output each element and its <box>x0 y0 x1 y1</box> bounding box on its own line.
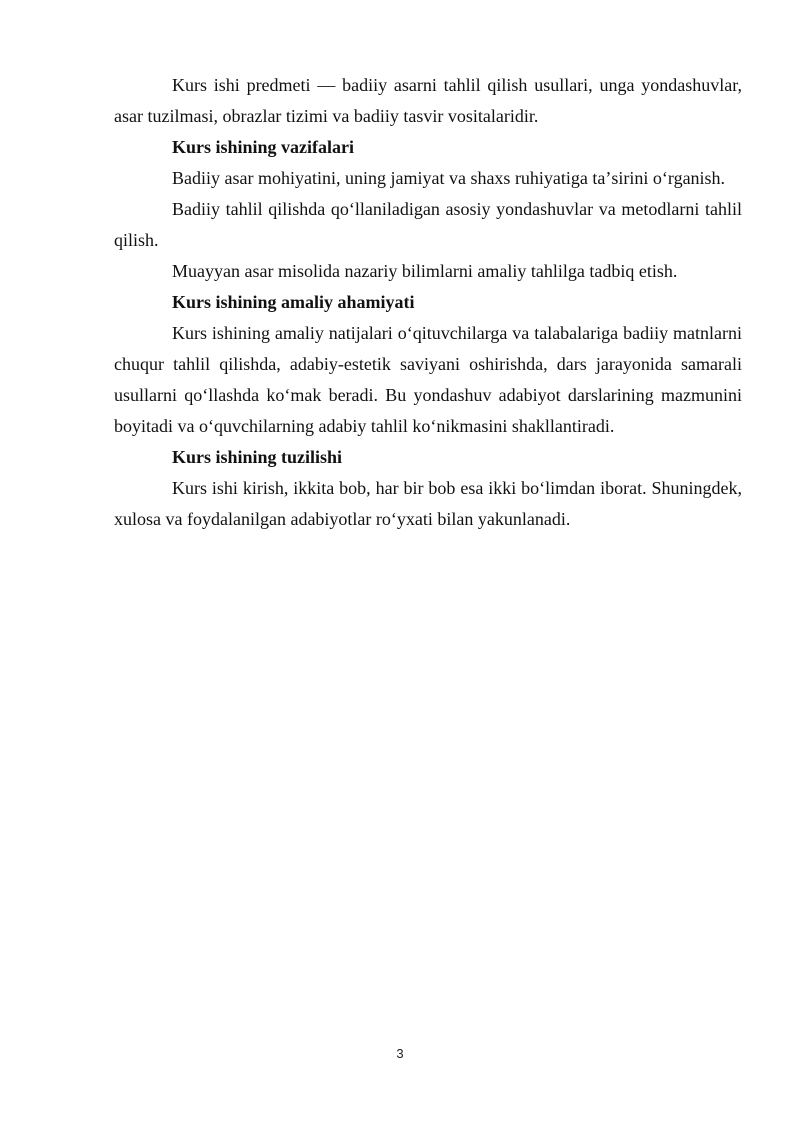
heading-practical-significance: Kurs ishining amaliy ahamiyati <box>172 292 415 312</box>
heading-structure: Kurs ishining tuzilishi <box>172 447 343 467</box>
paragraph-subject: Kurs ishi predmeti — badiiy asarni tahlil qilish usullari, unga yondashuvlar, asar tuzilmasi, obrazlar tizimi va badiiy tasvir vositalaridir. <box>114 75 742 126</box>
paragraph-task-3: Muayyan asar misolida nazariy bilimlarni amaliy tahlilga tadbiq etish. <box>172 261 678 281</box>
paragraph-structure: Kurs ishi kirish, ikkita bob, har bir bob esa ikki boʻlimdan iborat. Shuningdek, xulosa va foydalanilgan adabiyotlar roʻyxati bilan yakunlanadi. <box>114 478 742 529</box>
document-body <box>114 70 742 535</box>
heading-tasks: Kurs ishining vazifalari <box>172 137 355 157</box>
paragraph-practical-significance: Kurs ishining amaliy natijalari oʻqituvchilarga va talabalariga badiiy matnlarni chuqur tahlil qilishda, adabiy-estetik saviyani oshirishda, dars jarayonida samarali usullarni qoʻllashda koʻmak beradi. Bu yondashuv adabiyot darslarining mazmunini boyitadi va oʻquvchilarning adabiy tahlil koʻnikmasini shakllantiradi. <box>114 323 742 436</box>
page-number: 3 <box>396 1046 404 1061</box>
paragraph-task-1: Badiiy asar mohiyatini, uning jamiyat va shaxs ruhiyatiga taʼsirini oʻrganish. <box>172 168 726 188</box>
paragraph-task-2: Badiiy tahlil qilishda qoʻllaniladigan asosiy yondashuvlar va metodlarni tahlil qilish. <box>114 199 742 250</box>
